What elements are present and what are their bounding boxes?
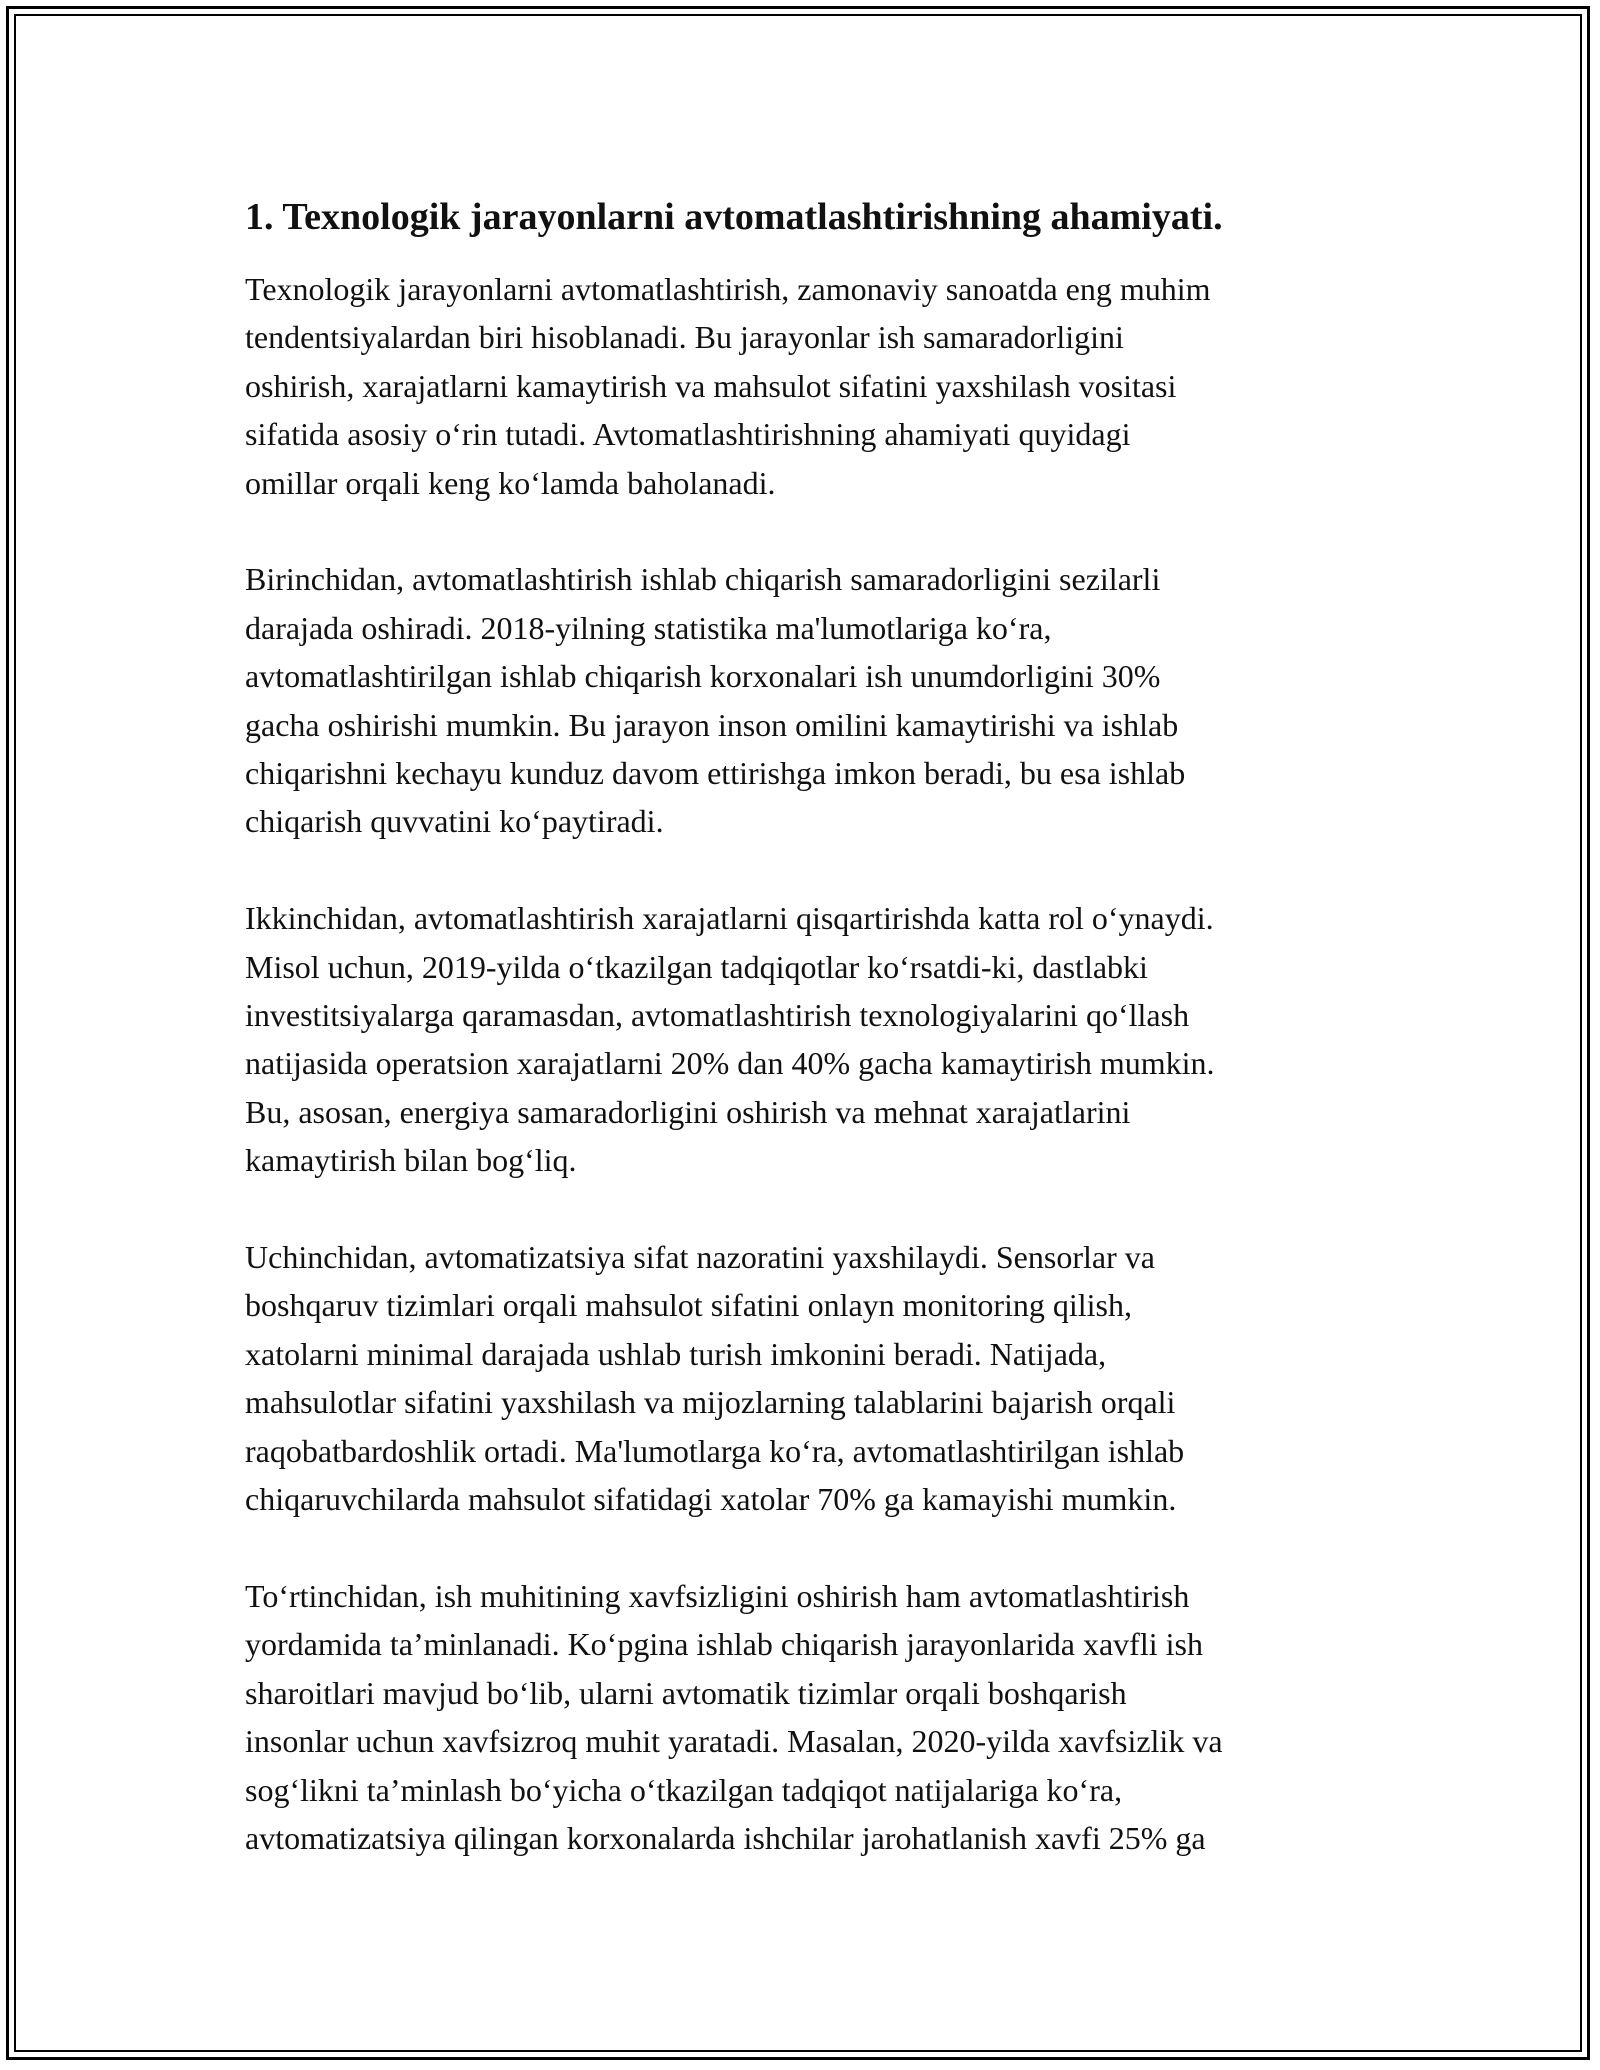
text-line: chiqarish quvvatini ko‘paytiradi. [245, 803, 664, 840]
text-line: Misol uchun, 2019-yilda o‘tkazilgan tadqiqotlar ko‘rsatdi-ki, dastlabki [245, 948, 1148, 985]
document-content [245, 193, 1375, 1911]
text-line: sifatida asosiy o‘rin tutadi. Avtomatlashtirishning ahamiyati quyidagi [245, 416, 1131, 453]
paragraph-third [245, 1233, 1375, 1523]
paragraph-fourth [245, 1572, 1375, 1862]
text-line: natijasida operatsion xarajatlarni 20% dan 40% gacha kamaytirish mumkin. [245, 1045, 1215, 1082]
text-line: avtomatlashtirilgan ishlab chiqarish korxonalari ish unumdorligini 30% [245, 658, 1161, 695]
paragraph-second [245, 894, 1375, 1184]
text-line: investitsiyalarga qaramasdan, avtomatlashtirish texnologiyalarini qo‘llash [245, 997, 1190, 1034]
text-line: chiqaruvchilarda mahsulot sifatidagi xatolar 70% ga kamayishi mumkin. [245, 1481, 1177, 1518]
text-line: darajada oshiradi. 2018-yilning statistika ma'lumotlariga ko‘ra, [245, 609, 1052, 646]
text-line: To‘rtinchidan, ish muhitining xavfsizligini oshirish ham avtomatlashtirish [245, 1577, 1190, 1614]
text-line: raqobatbardoshlik ortadi. Ma'lumotlarga ko‘ra, avtomatlashtirilgan ishlab [245, 1432, 1185, 1469]
text-line: insonlar uchun xavfsizroq muhit yaratadi. Masalan, 2020-yilda xavfsizlik va [245, 1723, 1223, 1760]
page-frame [6, 6, 1590, 2060]
text-line: chiqarishni kechayu kunduz davom ettirishga imkon beradi, bu esa ishlab [245, 755, 1186, 792]
section-heading: 1. Texnologik jarayonlarni avtomatlashtirishning ahamiyati. [245, 196, 1223, 238]
text-line: yordamida ta’minlanadi. Ko‘pgina ishlab chiqarish jarayonlarida xavfli ish [245, 1626, 1203, 1663]
paragraph-first [245, 555, 1375, 845]
text-line: gacha oshirishi mumkin. Bu jarayon inson omilini kamaytirishi va ishlab [245, 706, 1179, 743]
text-line: avtomatizatsiya qilingan korxonalarda ishchilar jarohatlanish xavfi 25% ga [245, 1819, 1206, 1856]
text-line: sog‘likni ta’minlash bo‘yicha o‘tkazilgan tadqiqot natijalariga ko‘ra, [245, 1771, 1123, 1808]
text-line: Texnologik jarayonlarni avtomatlashtirish, zamonaviy sanoatda eng muhim [245, 271, 1211, 307]
text-line: tendentsiyalardan biri hisoblanadi. Bu jarayonlar ish samaradorligini [245, 319, 1124, 356]
text-line: Uchinchidan, avtomatizatsiya sifat nazoratini yaxshilaydi. Sensorlar va [245, 1239, 1155, 1276]
text-line: mahsulotlar sifatini yaxshilash va mijozlarning talablarini bajarish orqali [245, 1384, 1176, 1421]
text-line: sharoitlari mavjud bo‘lib, ularni avtomatik tizimlar orqali boshqarish [245, 1674, 1127, 1711]
text-line: Birinchidan, avtomatlashtirish ishlab chiqarish samaradorligini sezilarli [245, 561, 1161, 598]
paragraph-intro [245, 265, 1375, 507]
text-line: oshirish, xarajatlarni kamaytirish va mahsulot sifatini yaxshilash vositasi [245, 367, 1177, 404]
text-line: Ikkinchidan, avtomatlashtirish xarajatlarni qisqartirishda katta rol o‘ynaydi. [245, 900, 1214, 937]
text-line: Bu, asosan, energiya samaradorligini oshirish va mehnat xarajatlarini [245, 1093, 1131, 1130]
text-line: omillar orqali keng ko‘lamda baholanadi. [245, 464, 776, 501]
text-line: xatolarni minimal darajada ushlab turish imkonini beradi. Natijada, [245, 1335, 1107, 1372]
text-line: boshqaruv tizimlari orqali mahsulot sifatini onlayn monitoring qilish, [245, 1287, 1132, 1324]
text-line: kamaytirish bilan bog‘liq. [245, 1142, 577, 1179]
